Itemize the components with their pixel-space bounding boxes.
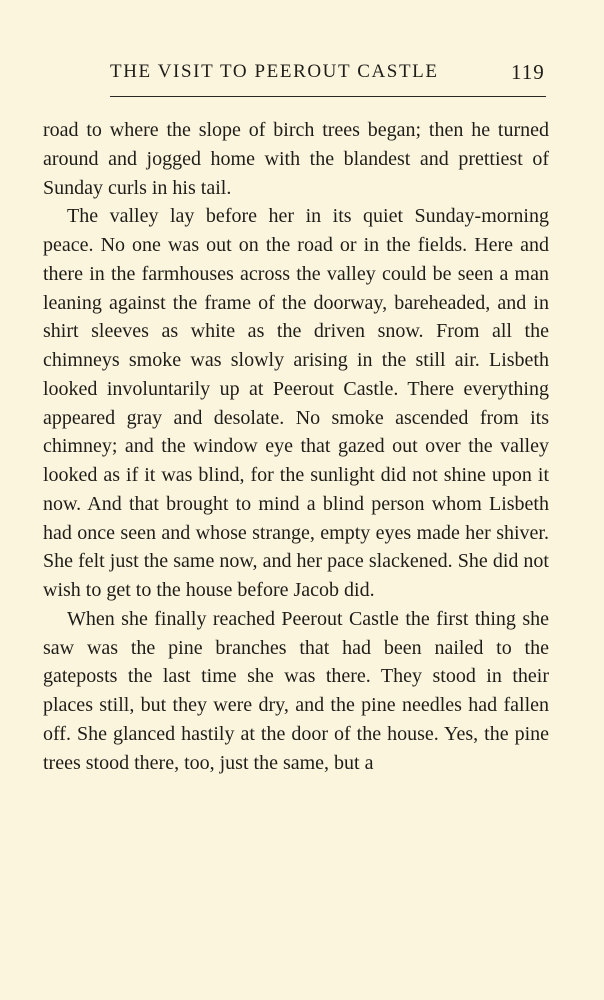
body-text xyxy=(43,116,549,777)
running-head xyxy=(0,0,604,100)
paragraph-3: When she finally reached Peerout Castle the first thing she saw was the pine branches that had been nailed to the gateposts the last time she was there. They stood in their places still, but they were dry, and the pine needles had fallen off. She glanced hastily at the door of the house. Yes, the pine trees stood there, too, just the same, but a xyxy=(43,607,549,774)
paragraph-2: The valley lay before her in its quiet Sunday-morning peace. No one was out on the road or in the fields. Here and there in the farmhouses across the valley could be seen a man leaning against the frame of the doorway, bareheaded, and in shirt sleeves as white as the driven snow. From all the chimneys smoke was slowly arising in the still air. Lisbeth looked involuntarily up at Peerout Castle. There everything appeared gray and desolate. No smoke ascended from its chimney; and the window eye that gazed out over the valley looked as if it was blind, for the sunlight did not shine upon it now. And that brought to mind a blind person whom Lisbeth had once seen and whose strange, empty eyes made her shiver. She felt just the same now, and her pace slackened. She did not wish to get to the house before Jacob did. xyxy=(43,205,549,601)
page-number: 119 xyxy=(511,60,545,84)
header-rule xyxy=(110,96,546,97)
paragraph-1: road to where the slope of birch trees began; then he turned around and jogged home with the blandest and prettiest of Sunday curls in his tail. xyxy=(43,119,549,199)
running-head-title: THE VISIT TO PEEROUT CASTLE xyxy=(110,61,439,82)
